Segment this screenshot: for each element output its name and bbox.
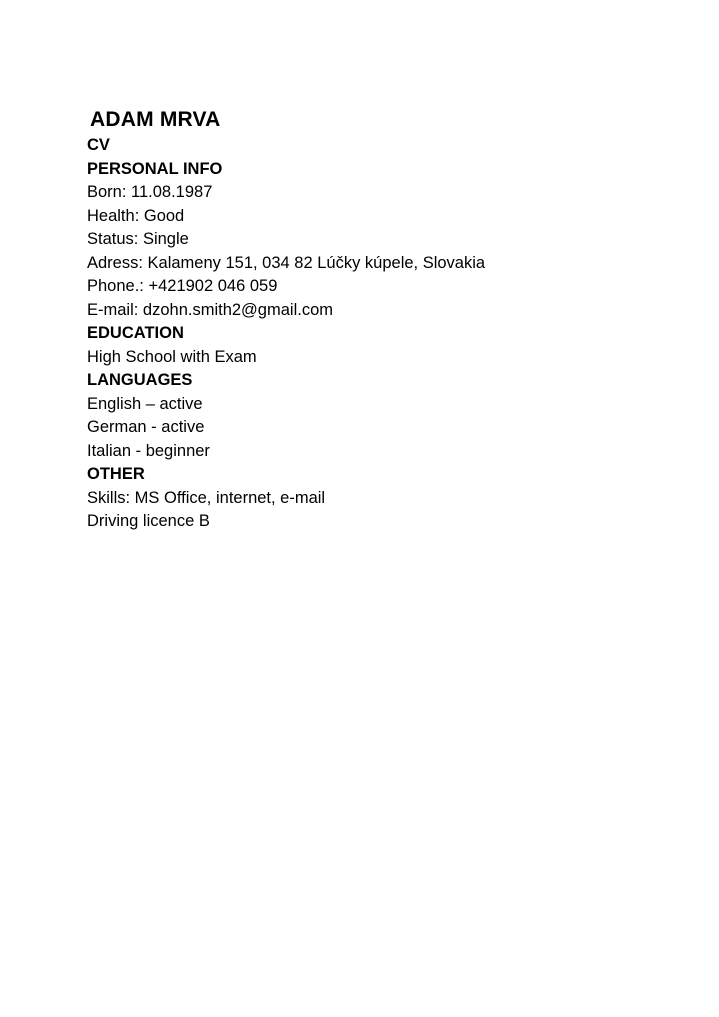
cv-content (87, 106, 687, 534)
skills: Skills: MS Office, internet, e-mail (87, 488, 326, 507)
languages-heading: LANGUAGES (87, 371, 193, 389)
driving-licence: Driving licence B (87, 512, 210, 530)
education-heading: EDUCATION (87, 324, 184, 342)
personal-info-heading: PERSONAL INFO (87, 159, 223, 178)
education-item: High School with Exam (87, 347, 257, 366)
person-name: ADAM MRVA (90, 108, 221, 131)
email: E-mail: dzohn.smith2@gmail.com (87, 300, 333, 319)
language-item-italian: Italian - beginner (87, 441, 210, 460)
address: Adress: Kalameny 151, 034 82 Lúčky kúpele, Slovakia (87, 253, 486, 272)
marital-status: Status: Single (87, 230, 189, 248)
other-heading: OTHER (87, 465, 145, 483)
birth-date: Born: 11.08.1987 (87, 183, 213, 201)
language-item-german: German - active (87, 418, 205, 436)
cv-label: CV (87, 136, 110, 154)
phone: Phone.: +421902 046 059 (87, 277, 278, 295)
health-status: Health: Good (87, 206, 185, 225)
language-item-english: English – active (87, 394, 203, 413)
